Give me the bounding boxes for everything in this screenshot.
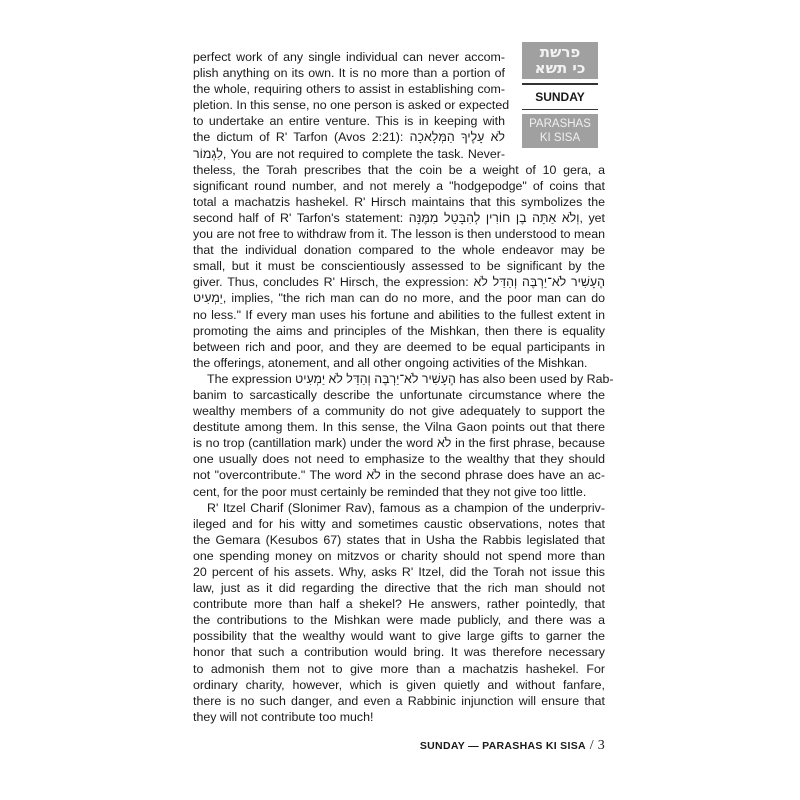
paragraph [193,500,605,725]
text-line: contribute more than half a shekel? He answers, rather pointedly, that [193,597,605,612]
text-line: יַמְעִיט, implies, "the rich man can do no more, and the poor man can do [193,291,605,306]
text-line: between rich and poor, and they are deemed to be equal participants in [193,339,605,354]
text-line: perfect work of any single individual can never accom- [193,50,505,64]
body-text [193,49,614,725]
text-line: small, but it must be conscientiously assessed to be significant by the [193,259,605,274]
parasha-hebrew-line: פרשת [539,43,581,61]
text-line: that the individual donation compared to the whole endeavor may be [193,243,605,258]
text-line: is no trop (cantillation mark) under the word לֹא in the first phrase, because [193,436,605,451]
text-line: giver. Thus, concludes R' Hirsch, the expression: הֶעָשִׁיר לֹא־יַרְבֶּה וְהַדַּל לֹא [193,275,605,290]
text-line: significant round number, and not merely a "hodgepodge" of coins that [193,178,605,193]
paragraph [193,49,605,371]
text-line: the offerings, atonement, and all other ongoing activities of the Mishkan. [193,355,588,370]
text-line: no less." If every man uses his fortune and abilities to the fullest extent in [193,307,605,322]
text-line: to admonish them not to give more than a machatzis hashekel. For [193,661,605,676]
text-line: they will not contribute too much! [193,709,374,724]
text-line: one spending money on mitzvos or charity should not spend more than [193,548,605,563]
text-line: law, just as it did regarding the directive that the rich man should not [193,581,605,596]
text-line: to undertake an entire venture. This is in keeping with [193,114,505,129]
text-line: second half of R' Tarfon's statement: וְלֹא אַתָּה בֶן חוֹרִין לְהִבָּטֵל מִמֶּנָּה, yet [193,210,605,225]
running-head: SUNDAY — PARASHAS KI SISA [419,740,586,752]
text-line: not "overcontribute." The word לֹא in the second phrase does have an ac- [193,468,605,483]
parasha-english-line: PARASHAS [529,118,591,130]
text-line: you are not free to withdraw from it. The lesson is then understood to mean [193,227,605,242]
text-line: banim to sarcastically describe the unfortunate circumstance where the [193,387,605,402]
text-line: cent, for the poor must certainly be reminded that they not give too little. [193,484,587,499]
page-footer [420,738,605,754]
text-line: total a machatzis hashekel. R' Hirsch maintains that this symbolizes the [193,194,605,209]
parasha-english-line: KI SISA [539,132,581,144]
text-line: wealthy members of a community do not give adequately to support the [193,404,605,419]
text-line: R' Itzel Charif (Slonimer Rav), famous as a champion of the underpriv- [207,500,605,515]
text-line: The expression הֶעָשִׁיר לֹא־יַרְבֶּה וְהַדַּל לֹא יַמְעִיט has also been used by Rab- [207,371,614,386]
text-line: the Gemara (Kesubos 67) states that in Usha the Rabbis legislated that [193,532,605,547]
text-line: plish anything on its own. It is no more than a portion of [193,66,505,81]
separator: / [585,738,598,753]
text-line: honor that such a contribution would bring. It was therefore necessary [193,645,605,660]
text-line: ileged and for his witty and sometimes caustic observations, notes that [193,516,605,531]
text-line: destitute among them. In this sense, the Vilna Gaon points out that there [193,420,605,435]
paragraph [193,371,614,500]
text-line: the dictum of R' Tarfon (Avos 2:21): לֹא עָלֶיךָ הַמְּלָאכָה [193,130,505,145]
text-line: one usually does not need to emphasize to the wealthy that they should [193,452,605,467]
text-line: pletion. In this sense, no one person is asked or expected [193,98,510,113]
text-line: 20 percent of his assets. Why, asks R' Itzel, did the Torah not issue this [193,565,605,579]
text-line: promoting the aims and principles of the Mishkan, then there is equality [193,323,605,338]
text-line: ordinary charity, however, which is given quietly and without fanfare, [193,677,605,692]
text-line: possibility that the wealthy would want to give large gifts to garner the [193,629,605,644]
text-line: theless, the Torah prescribes that the coin be a weight of 10 gera, a [193,162,605,177]
text-line: לִגְמוֹר, You are not required to complete the task. Never- [193,146,505,161]
text-line: there is no such danger, and even a Rabbinic injunction will ensure that [193,693,605,708]
page-number: 3 [597,738,605,753]
parasha-hebrew-line: כי תשא [534,59,586,77]
text-line: the contributions to the Mishkan were made publicly, and there was a [193,613,605,628]
day-label: SUNDAY [535,89,585,104]
text-line: the whole, requiring others to assist in establishing com- [193,82,505,97]
